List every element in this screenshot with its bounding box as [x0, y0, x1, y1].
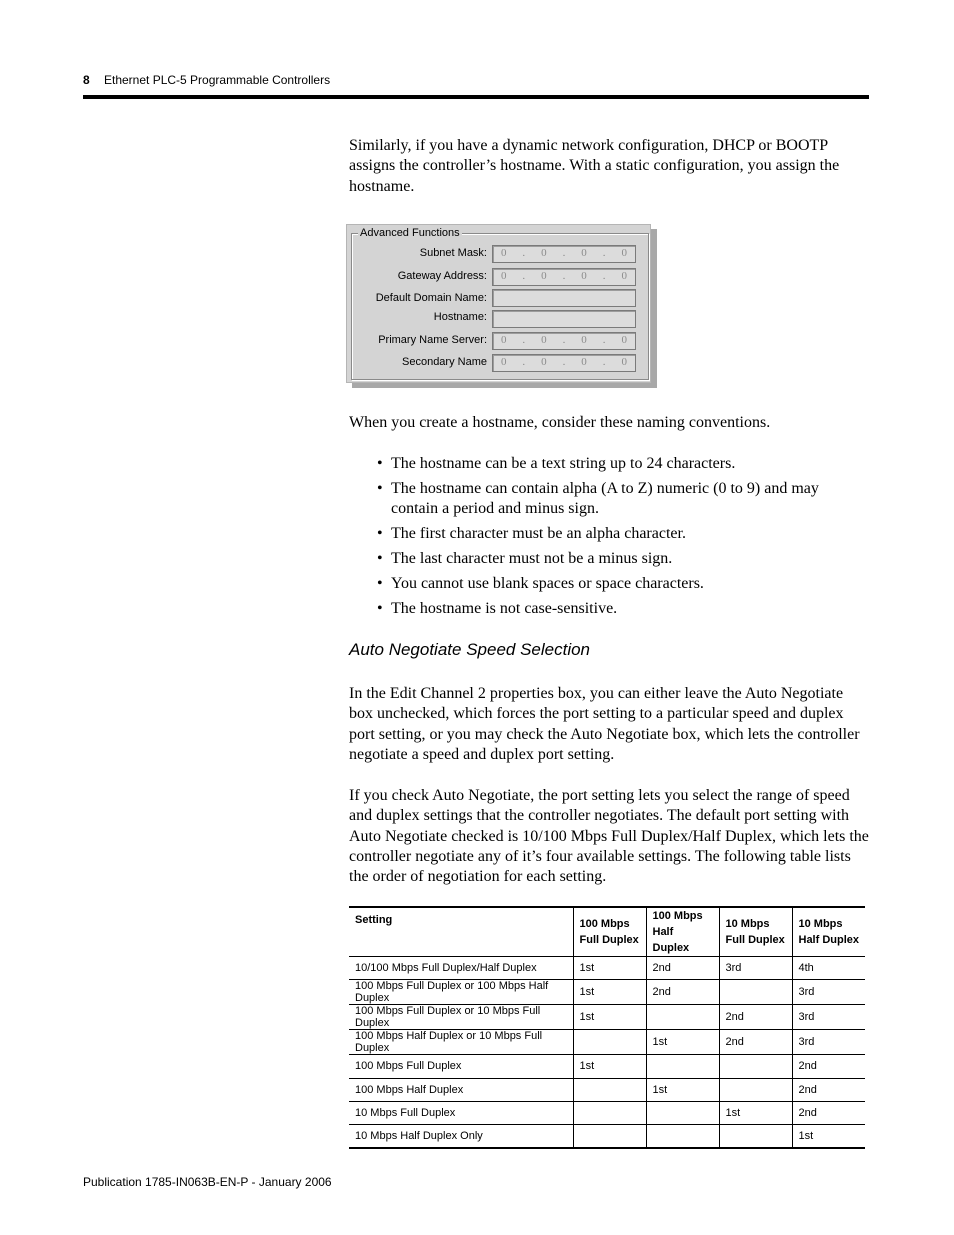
table-cell: 2nd [646, 957, 719, 980]
table-cell [573, 1101, 646, 1124]
header-rule [83, 95, 869, 99]
table-cell [573, 1125, 646, 1149]
octet-separator: . [522, 247, 526, 259]
gateway-address-field[interactable] [492, 268, 636, 286]
table-cell: 2nd [719, 1030, 792, 1055]
default-domain-name-label: Default Domain Name: [375, 292, 487, 304]
table-cell: 4th [792, 957, 865, 980]
hostname-field[interactable] [492, 310, 636, 328]
subnet-mask-field[interactable] [492, 245, 636, 263]
auto-negotiate-paragraph: If you check Auto Negotiate, the port setting lets you select the range of speed and duplex settings that the controller negotiates. The default port setting with Auto Negotiate checked is 10/100 Mbps Full Duplex/Half Duplex, which lets the controller negotiate any of it’s four available settings. The following table lists the order of negotiation for each setting. [349, 787, 869, 886]
bullet-icon: • [377, 599, 383, 617]
octet-separator: . [602, 334, 606, 346]
table-cell: 10 Mbps Full Duplex [355, 1107, 456, 1120]
table-cell: 2nd [719, 1005, 792, 1030]
hostname-label: Hostname: [433, 311, 487, 323]
table-cell [573, 1078, 646, 1101]
octet: 0 [621, 334, 627, 346]
intro-paragraph: Similarly, if you have a dynamic network configuration, DHCP or BOOTP assigns the controller’s hostname. With a static configuration, you assign the hostname. [349, 137, 840, 195]
group-title: Advanced Functions [360, 227, 460, 239]
table-cell: 100 Mbps Full Duplex or 100 Mbps Half Duplex [355, 980, 549, 1005]
octet-separator: . [562, 270, 566, 282]
octet-separator: . [602, 356, 606, 368]
table-row [349, 1125, 865, 1149]
table-cell [573, 1030, 646, 1055]
list-item-text: The first character must be an alpha character. [391, 525, 686, 543]
column-header: 100 Mbps Full Duplex [573, 907, 646, 957]
octet-separator: . [562, 334, 566, 346]
table-row [349, 1030, 865, 1055]
bullet-icon: • [377, 479, 383, 497]
secondary-name-field[interactable] [492, 354, 636, 372]
bullet-icon: • [377, 549, 383, 567]
table-cell: 2nd [646, 980, 719, 1005]
table-cell: 2nd [792, 1055, 865, 1078]
subnet-mask-label: Subnet Mask: [419, 247, 487, 259]
list-item-text: The last character must not be a minus sign. [391, 549, 673, 567]
table-cell: 100 Mbps Half Duplex or 10 Mbps Full Duplex [355, 1030, 543, 1055]
octet-separator: . [562, 247, 566, 259]
table-cell [646, 1125, 719, 1149]
table-cell: 1st [573, 1055, 646, 1078]
table-cell: 3rd [792, 1030, 865, 1055]
page-number: 8 [83, 73, 90, 87]
publication-footer: Publication 1785-IN063B-EN-P - January 2006 [83, 1175, 332, 1189]
table-cell: 100 Mbps Full Duplex or 10 Mbps Full Duplex [355, 1005, 541, 1030]
table-cell: 1st [646, 1030, 719, 1055]
octet-separator: . [522, 356, 526, 368]
octet: 0 [541, 247, 547, 259]
table-cell [646, 1005, 719, 1030]
list-item [377, 479, 867, 520]
edit-channel-paragraph: In the Edit Channel 2 properties box, you can either leave the Auto Negotiate box unchecked, which forces the port setting to a particular speed and duplex port setting, or you may check the Auto Negotiate box, which lets the controller negotiate a speed and duplex port setting. [349, 685, 860, 763]
octet-separator: . [522, 334, 526, 346]
column-header: 10 Mbps Half Duplex [792, 907, 865, 957]
conventions-intro: When you create a hostname, consider these naming conventions. [349, 414, 771, 431]
table-cell [719, 1055, 792, 1078]
list-item [377, 549, 867, 569]
octet: 0 [621, 247, 627, 259]
table-row [349, 1005, 865, 1030]
table-cell [719, 980, 792, 1005]
naming-conventions-list [377, 454, 867, 624]
table-row [349, 980, 865, 1005]
column-header: 10 Mbps Full Duplex [719, 907, 792, 957]
table-cell: 1st [792, 1125, 865, 1149]
section-heading: Auto Negotiate Speed Selection [349, 640, 591, 659]
secondary-name-label: Secondary Name [402, 356, 487, 368]
table-cell: 10 Mbps Half Duplex Only [355, 1130, 483, 1143]
octet: 0 [541, 356, 547, 368]
table-cell [719, 1078, 792, 1101]
octet: 0 [581, 356, 587, 368]
octet: 0 [500, 334, 507, 346]
gateway-address-label: Gateway Address: [397, 270, 487, 282]
list-item [377, 524, 867, 544]
table-cell: 100 Mbps Full Duplex [355, 1060, 462, 1073]
table-cell [719, 1125, 792, 1149]
octet: 0 [500, 247, 507, 259]
list-item [377, 454, 867, 474]
table-cell: 3rd [719, 957, 792, 980]
table-cell: 3rd [792, 980, 865, 1005]
table-cell: 100 Mbps Half Duplex [355, 1083, 464, 1096]
column-header: 100 Mbps Half Duplex [646, 907, 719, 957]
octet: 0 [581, 334, 587, 346]
list-item-text: You cannot use blank spaces or space characters. [391, 574, 704, 592]
octet-separator: . [602, 247, 606, 259]
table-cell: 1st [646, 1078, 719, 1101]
octet: 0 [541, 334, 547, 346]
table-cell: 1st [573, 957, 646, 980]
octet-separator: . [522, 270, 526, 282]
list-item-text: The hostname can be a text string up to 24 characters. [391, 455, 736, 472]
primary-name-server-field[interactable] [492, 332, 636, 350]
octet: 0 [500, 356, 507, 368]
octet: 0 [500, 270, 507, 282]
bullet-icon: • [377, 455, 383, 472]
running-header-title: Ethernet PLC-5 Programmable Controllers [104, 73, 331, 87]
table-cell: 10/100 Mbps Full Duplex/Half Duplex [355, 962, 537, 975]
table-cell [646, 1101, 719, 1124]
table-row [349, 957, 865, 980]
table-cell: 1st [573, 980, 646, 1005]
table-cell: 3rd [792, 1005, 865, 1030]
list-item [377, 599, 867, 619]
column-header: Setting [355, 914, 393, 926]
primary-name-server-label: Primary Name Server: [378, 334, 487, 346]
table-row [349, 1101, 865, 1124]
octet: 0 [581, 247, 587, 259]
table-cell: 2nd [792, 1078, 865, 1101]
table-row [349, 1055, 865, 1078]
table-cell: 2nd [792, 1101, 865, 1124]
octet-separator: . [562, 356, 566, 368]
octet: 0 [621, 356, 627, 368]
negotiation-order-table [349, 906, 865, 1149]
table-cell [646, 1055, 719, 1078]
list-item [377, 574, 867, 594]
octet: 0 [541, 270, 547, 282]
table-header-row [349, 907, 865, 957]
bullet-icon: • [377, 525, 383, 543]
list-item-text: The hostname is not case-sensitive. [391, 599, 618, 617]
table-cell: 1st [573, 1005, 646, 1030]
octet: 0 [581, 270, 587, 282]
octet: 0 [621, 270, 627, 282]
bullet-icon: • [377, 574, 383, 592]
list-item-text: The hostname can contain alpha (A to Z) numeric (0 to 9) and may contain a period and minus sign. [391, 479, 819, 518]
octet-separator: . [602, 270, 606, 282]
table-cell: 1st [719, 1101, 792, 1124]
table-row [349, 1078, 865, 1101]
default-domain-name-field[interactable] [492, 289, 636, 307]
